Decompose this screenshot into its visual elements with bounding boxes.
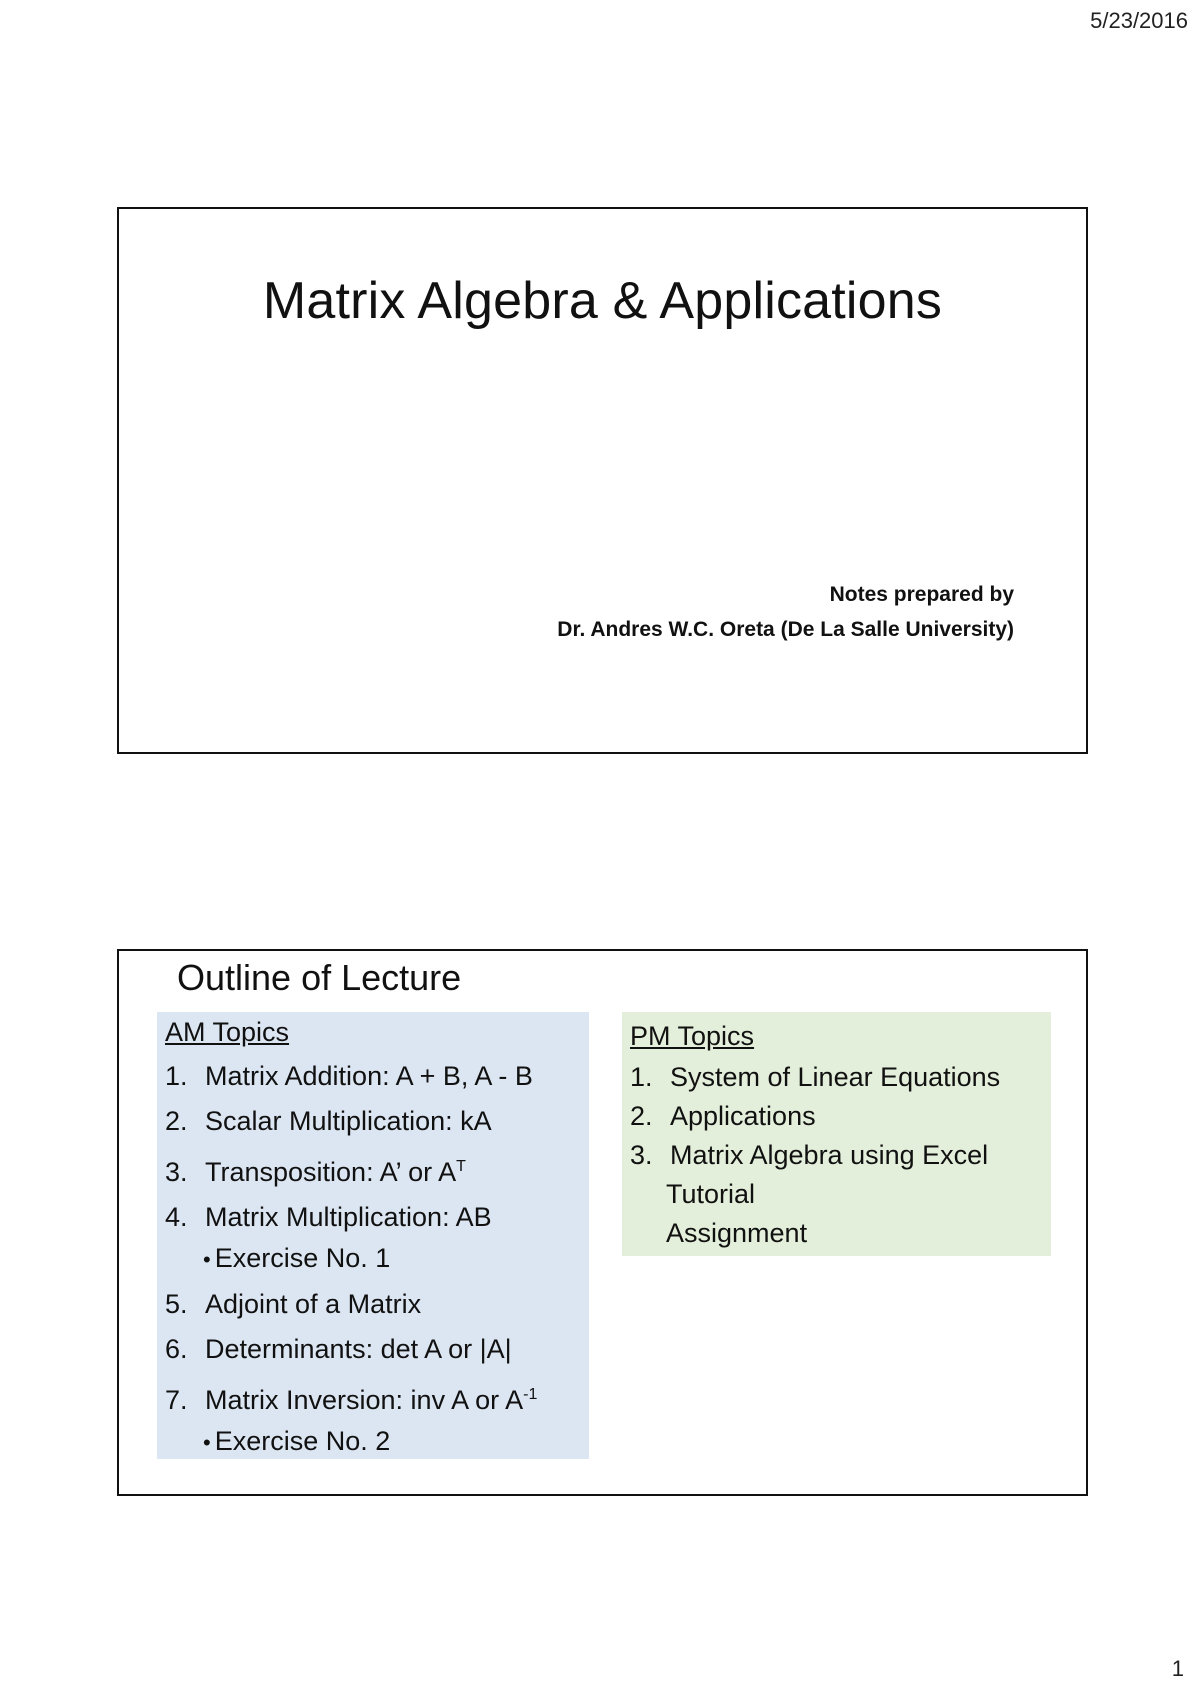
list-item: 3. Transposition: A’ or $A^T$ bbox=[165, 1157, 466, 1187]
am-topics-heading: AM Topics bbox=[165, 1017, 290, 1047]
list-item: 6. Determinants: det A or |A| bbox=[165, 1334, 512, 1364]
list-item: 1. Matrix Addition: A + B, A - B bbox=[165, 1061, 533, 1091]
bullet-icon: • bbox=[203, 1247, 211, 1272]
list-item: 4. Matrix Multiplication: AB bbox=[165, 1202, 492, 1232]
sub-list-item: • Exercise No. 2 bbox=[203, 1426, 391, 1456]
list-item-continuation: Tutorial bbox=[666, 1179, 756, 1209]
page-number: 1 bbox=[1171, 1656, 1184, 1681]
credit-line-2: Dr. Andres W.C. Oreta (De La Salle University) bbox=[557, 618, 1014, 641]
credits bbox=[557, 577, 1014, 647]
pm-topics-box bbox=[622, 1012, 1051, 1256]
bullet-icon: • bbox=[203, 1430, 211, 1455]
am-topics-box bbox=[157, 1012, 589, 1459]
print-date: 5/23/2016 bbox=[1090, 8, 1188, 33]
list-item: 2. Scalar Multiplication: kA bbox=[165, 1106, 492, 1136]
list-item: 2. Applications bbox=[630, 1101, 816, 1131]
list-item: 3. Matrix Algebra using Excel bbox=[630, 1140, 989, 1170]
list-item: 7. Matrix Inversion: inv A or $A^{-1}$ bbox=[165, 1385, 538, 1415]
pm-topics-heading: PM Topics bbox=[630, 1021, 755, 1051]
sub-list-item: • Exercise No. 1 bbox=[203, 1243, 391, 1273]
credit-line-1: Notes prepared by bbox=[829, 583, 1014, 606]
slide-title: Outline of Lecture bbox=[177, 957, 462, 998]
outline-slide bbox=[117, 949, 1088, 1496]
list-item: 1. System of Linear Equations bbox=[630, 1062, 1001, 1092]
slide-title: Matrix Algebra & Applications bbox=[262, 272, 943, 330]
list-item: 5. Adjoint of a Matrix bbox=[165, 1289, 422, 1319]
list-item-continuation: Assignment bbox=[666, 1218, 808, 1248]
title-slide bbox=[117, 207, 1088, 754]
